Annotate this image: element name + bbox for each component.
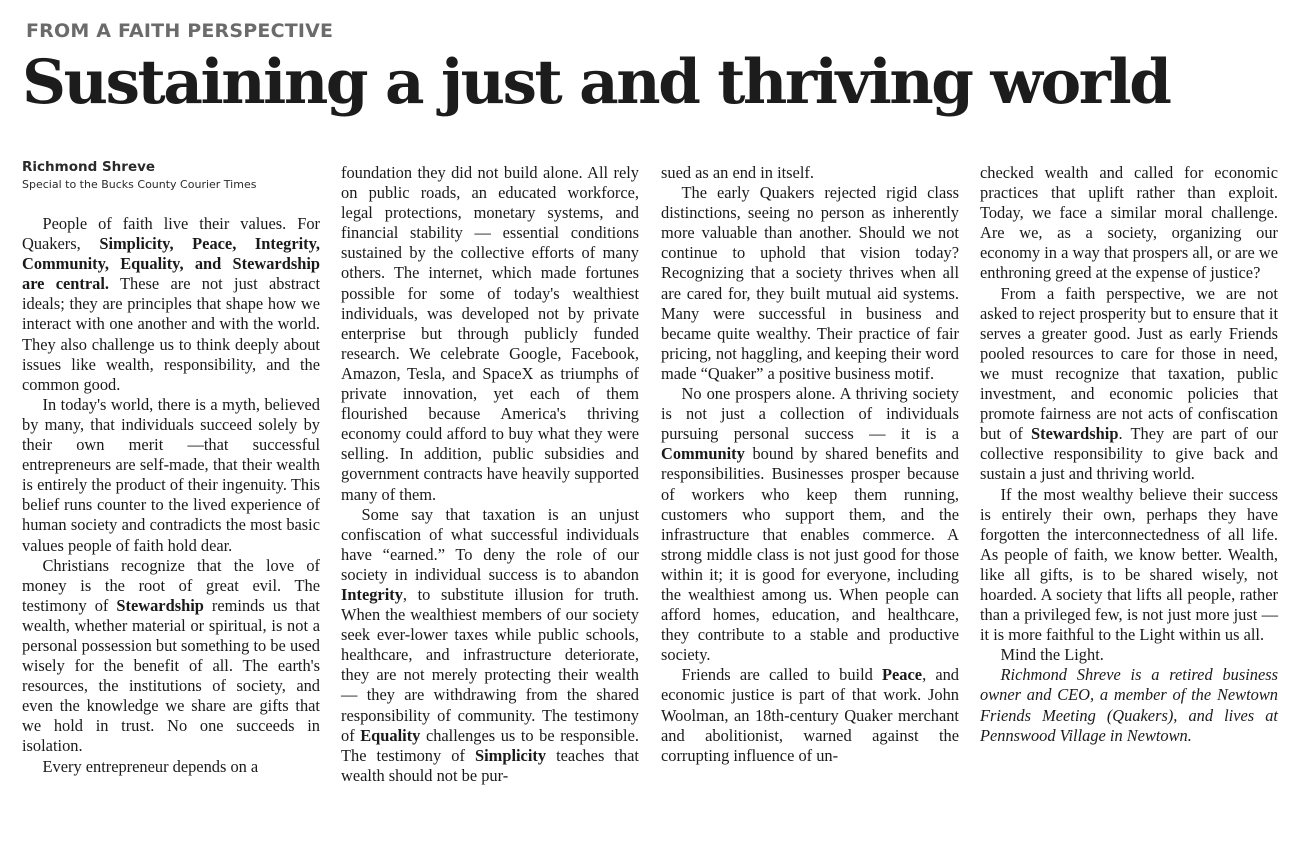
text-run: In today's world, there is a myth, believed by many, that individuals succeed solely by their own merit —that successful entrepreneurs are self-made, that their wealth is entirely the product of their ingenuity. This belief runs counter to the lived experience of human society and contradicts the most basic values people of faith hold dear. xyxy=(22,394,320,555)
text-run: , to substitute illusion for truth. When the wealthiest members of our society seek ever-lower taxes while public schools, healthcare, and infrastructure deteriorate, they are not merely protecting their wealth — they are withdrawing from the shared responsibility of community. The testimony of xyxy=(341,584,639,745)
body-paragraph xyxy=(980,163,1278,284)
text-run: , and economic justice is part of that work. John Woolman, an 18th-century Quaker merchant and abolitionist, warned against the corrupting influence of un- xyxy=(661,665,959,765)
body-paragraph xyxy=(980,284,1278,485)
body-paragraph xyxy=(341,505,639,786)
text-run: People of faith live their values. For Quakers, xyxy=(22,214,320,254)
body-paragraph xyxy=(661,183,959,384)
text-run: Every entrepreneur depends on a xyxy=(42,756,259,776)
text-run: teaches that wealth should not be pur- xyxy=(341,745,639,785)
bold-term: Peace xyxy=(882,665,923,685)
article-column-3 xyxy=(661,163,959,766)
text-run: From a faith perspective, we are not asked to reject prosperity but to ensure that it serves a greater good. Just as early Friends pooled resources to care for those in need, we must recognize that taxation, public investment, and economic policies that promote fairness are not acts of confiscation but of xyxy=(980,283,1278,444)
text-run: challenges us to be responsible. The testimony of xyxy=(341,725,639,765)
bold-term: Simplicity xyxy=(475,745,547,765)
text-run: No one prospers alone. A thriving society is not just a collection of individuals pursuing personal success — it is a xyxy=(661,384,959,444)
text-run: Mind the Light. xyxy=(1000,645,1104,665)
body-paragraph xyxy=(980,645,1278,665)
body-paragraph xyxy=(22,214,320,395)
author-bio: Richmond Shreve is a retired business owner and CEO, a member of the Newtown Friends Meeting (Quakers), and lives at Pennswood Village in Newtown. xyxy=(980,665,1278,745)
body-paragraph xyxy=(980,485,1278,646)
body-paragraph xyxy=(661,163,959,183)
bold-term: Equality xyxy=(360,725,421,745)
body-paragraph xyxy=(22,556,320,757)
section-kicker: FROM A FAITH PERSPECTIVE xyxy=(26,20,334,42)
body-paragraph xyxy=(980,665,1278,745)
text-run: sued as an end in itself. xyxy=(661,163,814,182)
bold-term: Stewardship xyxy=(1031,424,1119,444)
column-body xyxy=(22,214,320,777)
body-paragraph xyxy=(22,395,320,556)
bold-term: Simplicity, Peace, Integrity, Community, Equality, and Stewardship are central. xyxy=(22,234,320,294)
headline: Sustaining a just and thriving world xyxy=(22,47,1170,118)
bold-term: Stewardship xyxy=(116,595,204,615)
column-body xyxy=(341,163,639,786)
byline-name: Richmond Shreve xyxy=(22,159,156,175)
byline-affiliation: Special to the Bucks County Courier Times xyxy=(22,178,257,191)
text-run: reminds us that wealth, whether material or spiritual, is not a personal possession but something to be used wisely for the benefit of all. The earth's resources, the institutions of society, and even the knowledge we share are gifts that we hold in trust. No one succeeds in isolation. xyxy=(22,595,320,756)
text-run: Christians recognize that the love of money is the root of great evil. The testimony of xyxy=(22,555,320,615)
body-paragraph xyxy=(661,665,959,765)
bold-term: Integrity xyxy=(341,584,403,604)
article-column-2 xyxy=(341,163,639,786)
column-body xyxy=(661,163,959,766)
text-run: Friends are called to build xyxy=(681,665,883,685)
bold-term: Community xyxy=(661,444,745,464)
text-run: Some say that taxation is an unjust confiscation of what successful individuals have “earned.” To deny the role of our society in individual success is to abandon xyxy=(341,504,639,584)
text-run: checked wealth and called for economic practices that uplift rather than exploit. Today, we face a similar moral challenge. Are we, as a society, organizing our economy in a way that prospers all, or are we enthroning greed at the expense of justice? xyxy=(980,163,1278,283)
text-run: . They are part of our collective responsibility to give back and sustain a just and thriving world. xyxy=(980,424,1278,484)
text-run: If the most wealthy believe their success is entirely their own, perhaps they have forgotten the interconnectedness of all life. As people of faith, we know better. Wealth, like all gifts, is to be shared wisely, not hoarded. A society that lifts all people, rather than a privileged few, is not just more just — it is more faithful to the Light within us all. xyxy=(980,484,1278,645)
body-paragraph xyxy=(661,384,959,665)
text-run: foundation they did not build alone. All rely on public roads, an educated workforce, legal protections, monetary systems, and financial stability — essential conditions sustained by the collective efforts of many others. The internet, which made fortunes possible for some of today's wealthiest individuals, was developed not by private enterprise but through publicly funded research. We celebrate Google, Facebook, Amazon, Tesla, and SpaceX as triumphs of private innovation, yet each of them flourished because America's thriving economy could afford to buy what they were selling. In addition, public subsidies and government contracts have heavily supported many of them. xyxy=(341,163,639,504)
article-column-1 xyxy=(22,158,320,777)
body-paragraph xyxy=(22,757,320,777)
column-body xyxy=(980,163,1278,746)
text-run: These are not just abstract ideals; they are principles that shape how we interact with one another and with the world. They also challenge us to think deeply about issues like wealth, responsibility, and the common good. xyxy=(22,274,320,394)
text-run: bound by shared benefits and responsibilities. Businesses prosper because of workers who keep them running, customers who support them, and the infrastructure that enables commerce. A strong middle class is not just good for those within it; it is good for everyone, including the wealthiest among us. When people can afford homes, education, and healthcare, they contribute to a stable and productive society. xyxy=(661,444,959,665)
body-paragraph xyxy=(341,163,639,505)
text-run: The early Quakers rejected rigid class distinctions, seeing no person as inherently more valuable than another. Should we not continue to uphold that vision today? Recognizing that a society thrives when all are cared for, they built mutual aid systems. Many were successful in business and became quite wealthy. Their practice of fair pricing, not haggling, and keeping their word made “Quaker” a positive business motif. xyxy=(661,183,959,383)
article-column-4 xyxy=(980,163,1278,746)
